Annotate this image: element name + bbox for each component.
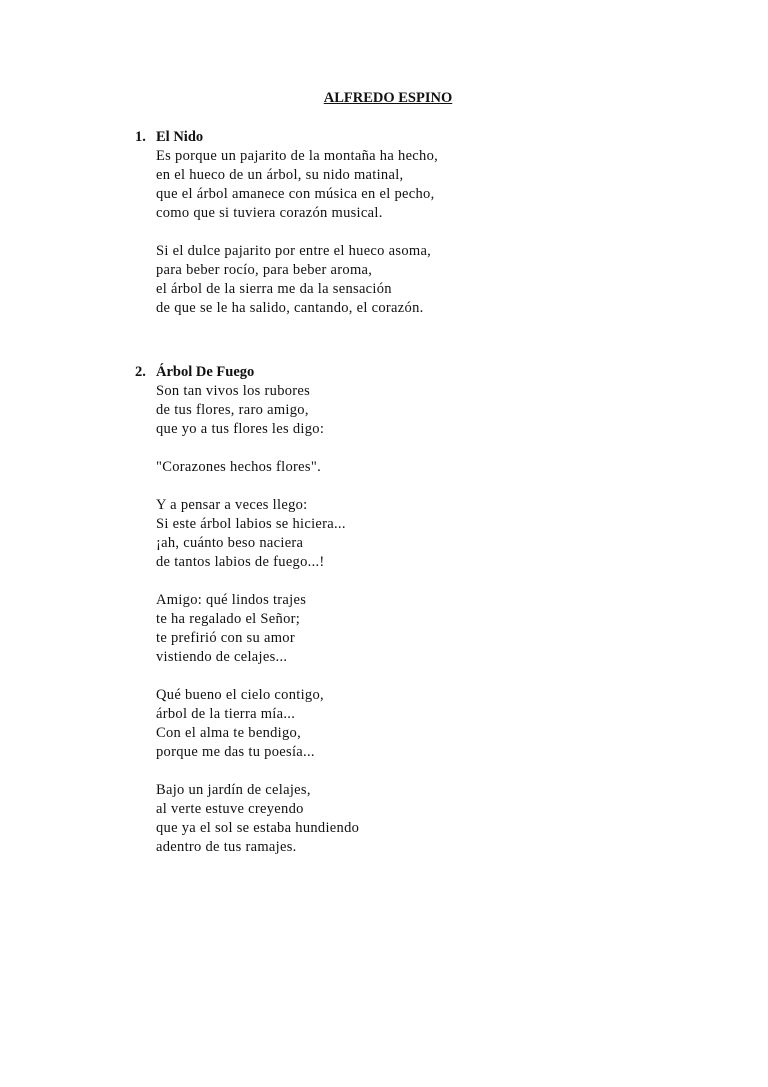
poem-number: 1. <box>135 129 146 145</box>
verse-line: "Corazones hechos flores". <box>156 459 321 475</box>
stanza-gap <box>135 667 555 686</box>
poem-heading <box>135 128 555 147</box>
verse-line: Si este árbol labios se hiciera... <box>156 516 346 532</box>
stanza <box>156 242 555 318</box>
verse-line: Qué bueno el cielo contigo, <box>156 687 324 703</box>
stanza <box>156 781 555 857</box>
verse-line: Es porque un pajarito de la montaña ha hecho, <box>156 148 439 164</box>
verse-line: el árbol de la sierra me da la sensación <box>156 281 392 297</box>
verse-line: porque me das tu poesía... <box>156 744 315 760</box>
verse-line: que ya el sol se estaba hundiendo <box>156 820 360 836</box>
verse-line: Con el alma te bendigo, <box>156 725 302 741</box>
stanza <box>156 591 555 667</box>
verse-line: al verte estuve creyendo <box>156 801 304 817</box>
poem-title: Árbol De Fuego <box>156 364 255 380</box>
stanza <box>156 147 555 223</box>
verse-line: Son tan vivos los rubores <box>156 383 311 399</box>
verse-line: de tus flores, raro amigo, <box>156 402 309 418</box>
verse-line: te ha regalado el Señor; <box>156 611 301 627</box>
verse-line: como que si tuviera corazón musical. <box>156 205 383 221</box>
verse-line: de tantos labios de fuego...! <box>156 554 325 570</box>
stanza-gap <box>135 223 555 242</box>
verse-line: te prefirió con su amor <box>156 630 295 646</box>
stanza-gap <box>135 477 555 496</box>
document-title: ALFREDO ESPINO <box>323 90 453 106</box>
stanza-gap <box>135 439 555 458</box>
stanza <box>156 458 555 477</box>
poem-el-nido <box>135 128 555 318</box>
verse-line: Amigo: qué lindos trajes <box>156 592 307 608</box>
verse-line: de que se le ha salido, cantando, el corazón. <box>156 300 424 316</box>
verse-line: para beber rocío, para beber aroma, <box>156 262 373 278</box>
verse-line: árbol de la tierra mía... <box>156 706 296 722</box>
verse-line: en el hueco de un árbol, su nido matinal, <box>156 167 404 183</box>
verse-line: que el árbol amanece con música en el pecho, <box>156 186 435 202</box>
stanza-gap <box>135 762 555 781</box>
verse-line: que yo a tus flores les digo: <box>156 421 325 437</box>
stanza <box>156 496 555 572</box>
poem-arbol-de-fuego <box>135 363 555 857</box>
verse-line: Bajo un jardín de celajes, <box>156 782 311 798</box>
verse-line: Y a pensar a veces llego: <box>156 497 308 513</box>
poem-title: El Nido <box>156 129 204 145</box>
poem-number: 2. <box>135 364 146 380</box>
verse-line: ¡ah, cuánto beso naciera <box>156 535 304 551</box>
stanza-gap <box>135 572 555 591</box>
verse-line: Si el dulce pajarito por entre el hueco asoma, <box>156 243 432 259</box>
poem-heading <box>135 363 555 382</box>
stanza <box>156 686 555 762</box>
verse-line: adentro de tus ramajes. <box>156 839 297 855</box>
verse-line: vistiendo de celajes... <box>156 649 288 665</box>
stanza <box>156 382 555 439</box>
